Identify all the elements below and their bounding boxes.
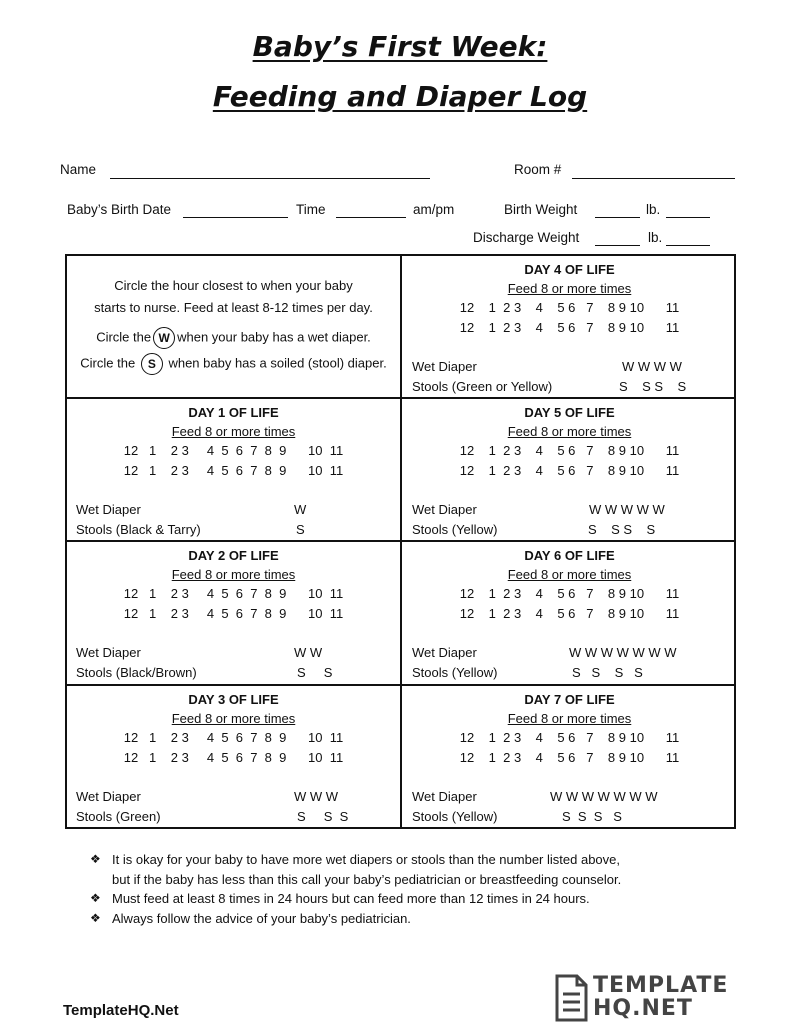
stool-instruction-pre: Circle the	[80, 355, 136, 371]
wet-diaper-label: Wet Diaper	[412, 789, 477, 804]
stool-marks[interactable]: S S S S	[562, 809, 622, 824]
lb-label-1: lb.	[646, 202, 661, 217]
footer-site-name: TemplateHQ.Net	[63, 1002, 179, 1019]
logo-text	[593, 974, 728, 1020]
day-title: DAY 7 OF LIFE	[524, 692, 615, 707]
instructions-cell	[66, 256, 401, 399]
logo-line-1: TEMPLATE	[593, 973, 729, 998]
wet-diaper-label: Wet Diaper	[76, 645, 141, 660]
note-item	[90, 850, 621, 870]
wet-diaper-marks[interactable]: W W W W W	[589, 502, 665, 517]
room-field[interactable]	[572, 178, 735, 179]
feed-instruction: Feed 8 or more times	[171, 424, 296, 439]
wet-diaper-label: Wet Diaper	[76, 789, 141, 804]
stool-marks[interactable]: S S S S	[588, 522, 656, 537]
stool-label: Stools (Yellow)	[412, 665, 498, 680]
wet-instruction-pre: Circle the	[96, 329, 152, 345]
stool-label: Stools (Green)	[76, 809, 161, 824]
note-item	[90, 889, 621, 909]
birth-weight-oz-field[interactable]	[666, 217, 710, 218]
note-text: It is okay for your baby to have more wet diapers or stools than the number listed above,	[112, 852, 620, 867]
logo-line-2: HQ.NET	[593, 996, 693, 1021]
stool-marks[interactable]: S S	[297, 665, 333, 680]
diamond-bullet-icon: ❖	[90, 852, 101, 866]
name-label: Name	[60, 162, 97, 177]
wet-diaper-label: Wet Diaper	[412, 645, 477, 660]
feeding-hours-row-1[interactable]: 12 1 2 3 4 5 6 7 8 9 10 11	[123, 586, 344, 601]
feed-instruction: Feed 8 or more times	[507, 281, 632, 296]
feed-instruction: Feed 8 or more times	[507, 567, 632, 582]
feed-instruction: Feed 8 or more times	[171, 567, 296, 582]
feeding-hours-row-1[interactable]: 12 1 2 3 4 5 6 7 8 9 10 11	[123, 730, 344, 745]
wet-instruction	[66, 327, 401, 349]
notes-list	[90, 850, 621, 928]
diamond-bullet-icon: ❖	[90, 891, 101, 905]
title-line-2: Feeding and Diaper Log	[212, 80, 588, 113]
note-text: but if the baby has less than this call your baby’s pediatrician or breastfeeding counselor.	[112, 871, 622, 887]
note-text: Always follow the advice of your baby’s pediatrician.	[112, 910, 411, 926]
discharge-weight-oz-field[interactable]	[666, 245, 710, 246]
wet-instruction-post: when your baby has a wet diaper.	[177, 329, 371, 345]
stool-marks[interactable]: S	[296, 522, 305, 537]
feeding-hours-row-2[interactable]: 12 1 2 3 4 5 6 7 8 9 10 11	[459, 606, 680, 621]
feeding-hours-row-1[interactable]: 12 1 2 3 4 5 6 7 8 9 10 11	[459, 443, 680, 458]
birth-date-field[interactable]	[183, 217, 288, 218]
note-text: Must feed at least 8 times in 24 hours but can feed more than 12 times in 24 hours.	[112, 891, 590, 906]
birth-weight-field[interactable]	[595, 217, 640, 218]
day-4-cell	[402, 256, 737, 399]
wet-diaper-label: Wet Diaper	[76, 502, 141, 517]
day-3-cell	[66, 686, 401, 829]
note-item-continued	[90, 870, 621, 890]
stool-marks[interactable]: S S S	[297, 809, 349, 824]
day-title: DAY 4 OF LIFE	[524, 262, 615, 277]
stool-label: Stools (Green or Yellow)	[412, 379, 553, 394]
diamond-bullet-icon: ❖	[90, 910, 101, 925]
feeding-hours-row-1[interactable]: 12 1 2 3 4 5 6 7 8 9 10 11	[459, 300, 680, 315]
feeding-hours-row-2[interactable]: 12 1 2 3 4 5 6 7 8 9 10 11	[459, 320, 680, 335]
day-title: DAY 3 OF LIFE	[188, 692, 279, 707]
feeding-hours-row-2[interactable]: 12 1 2 3 4 5 6 7 8 9 10 11	[123, 750, 344, 765]
wet-diaper-marks[interactable]: W W W	[294, 789, 339, 804]
day-5-cell	[402, 399, 737, 542]
feeding-hours-row-1[interactable]: 12 1 2 3 4 5 6 7 8 9 10 11	[123, 443, 344, 458]
wet-diaper-label: Wet Diaper	[412, 359, 477, 374]
feeding-hours-row-2[interactable]: 12 1 2 3 4 5 6 7 8 9 10 11	[123, 463, 344, 478]
day-title: DAY 2 OF LIFE	[188, 548, 279, 563]
feed-instruction: Feed 8 or more times	[507, 424, 632, 439]
wet-diaper-label: Wet Diaper	[412, 502, 477, 517]
day-6-cell	[402, 542, 737, 685]
time-field[interactable]	[336, 217, 406, 218]
feed-instruction: Feed 8 or more times	[507, 711, 632, 726]
feed-instruction: Feed 8 or more times	[171, 711, 296, 726]
feeding-hours-row-2[interactable]: 12 1 2 3 4 5 6 7 8 9 10 11	[459, 750, 680, 765]
wet-diaper-marks[interactable]: W W W W W W W	[550, 789, 658, 804]
discharge-weight-field[interactable]	[595, 245, 640, 246]
note-item	[90, 909, 621, 929]
wet-diaper-marks[interactable]: W W	[294, 645, 323, 660]
stool-instruction	[66, 353, 401, 375]
day-7-cell	[402, 686, 737, 829]
wet-diaper-marks[interactable]: W	[294, 502, 307, 517]
birth-weight-label: Birth Weight	[504, 202, 578, 217]
day-2-cell	[66, 542, 401, 685]
day-title: DAY 6 OF LIFE	[524, 548, 615, 563]
wet-symbol-circle: W	[153, 327, 175, 349]
wet-diaper-marks[interactable]: W W W W W W W	[569, 645, 677, 660]
stool-marks[interactable]: S S S S	[619, 379, 687, 394]
day-1-cell	[66, 399, 401, 542]
document-icon	[553, 974, 589, 1022]
name-field[interactable]	[110, 178, 430, 179]
title-line-1: Baby’s First Week:	[252, 30, 548, 63]
feeding-hours-row-2[interactable]: 12 1 2 3 4 5 6 7 8 9 10 11	[459, 463, 680, 478]
feeding-hours-row-2[interactable]: 12 1 2 3 4 5 6 7 8 9 10 11	[123, 606, 344, 621]
instructions-line-2: starts to nurse. Feed at least 8-12 times per day.	[94, 300, 373, 315]
room-label: Room #	[514, 162, 562, 177]
stool-symbol-circle: S	[141, 353, 163, 375]
stool-label: Stools (Black & Tarry)	[76, 522, 201, 537]
discharge-weight-label: Discharge Weight	[473, 230, 580, 245]
feeding-hours-row-1[interactable]: 12 1 2 3 4 5 6 7 8 9 10 11	[459, 586, 680, 601]
instructions-line-1: Circle the hour closest to when your baby	[114, 278, 353, 293]
day-title: DAY 5 OF LIFE	[524, 405, 615, 420]
ampm-label: am/pm	[413, 202, 455, 217]
time-label: Time	[296, 202, 326, 217]
stool-label: Stools (Yellow)	[412, 522, 498, 537]
stool-marks[interactable]: S S S S	[572, 665, 643, 680]
stool-instruction-post: when baby has a soiled (stool) diaper.	[168, 355, 387, 371]
stool-label: Stools (Yellow)	[412, 809, 498, 824]
birth-date-label: Baby’s Birth Date	[67, 202, 172, 217]
templatehq-logo	[553, 974, 738, 1024]
stool-label: Stools (Black/Brown)	[76, 665, 197, 680]
day-title: DAY 1 OF LIFE	[188, 405, 279, 420]
lb-label-2: lb.	[648, 230, 663, 245]
wet-diaper-marks[interactable]: W W W W	[622, 359, 682, 374]
feeding-hours-row-1[interactable]: 12 1 2 3 4 5 6 7 8 9 10 11	[459, 730, 680, 745]
